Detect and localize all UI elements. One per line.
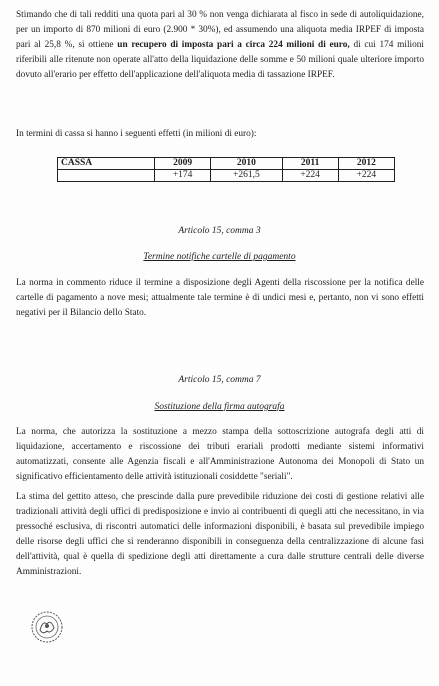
table-cell: +224 bbox=[282, 170, 338, 182]
paragraph-gettito: La stima del gettito atteso, che prescinde dalla pure prevedibile riduzione dei costi di gestione relativi alle tradizionali attività degli uffici di predisposizione e invio ai contribuenti di quegli atti che necessitano, in via pressoché esclusiva, di riscontri automatici delle informazioni disponibili, è basata sul prevedibile impiego delle risorse degli uffici che si renderanno disponibili in conseguenza della centralizzazione di alcune fasi dell'attività, qual è quella di spedizione degli atti direttamente a cura dalle strutture centrali delle diverse Amministrazioni. bbox=[16, 492, 424, 577]
table-header-row bbox=[58, 158, 395, 170]
section-title-article-15-7: Articolo 15, comma 7 bbox=[178, 375, 261, 385]
paragraph-cash-effects: In termini di cassa si hanno i seguenti effetti (in milioni di euro): bbox=[16, 129, 257, 139]
paragraph-notifiche: La norma in commento riduce il termine a disposizione degli Agenti della riscossione per la notifica delle cartelle di pagamento a nove mesi; attualmente tale termine è di undici mesi e, pertanto, non vi sono effetti negativi per il Bilancio dello Stato. bbox=[16, 278, 424, 318]
table-header-cell: 2009 bbox=[155, 158, 211, 170]
table-header-cell: CASSA bbox=[58, 158, 155, 170]
cash-effects-table bbox=[57, 157, 395, 182]
table-cell: +224 bbox=[338, 170, 394, 182]
official-stamp-icon bbox=[30, 610, 64, 644]
section-subtitle-notifiche: Termine notifiche cartelle di pagamento bbox=[143, 252, 296, 262]
table-cell: +174 bbox=[155, 170, 211, 182]
section-title-article-15-3: Articolo 15, comma 3 bbox=[178, 226, 261, 236]
table-header-cell: 2012 bbox=[338, 158, 394, 170]
section-subtitle-firma: Sostituzione della firma autografa bbox=[154, 402, 285, 412]
paragraph-estimate-text-2: di cui 174 milioni riferibili alle ritenute non operate all'atto della liquidazione delle somme e 50 milioni quale ulteriore importo dovuto all'erario per effetto dell'applicazione dell'aliquota media di tassazione IRPEF. bbox=[16, 40, 424, 80]
table-cell: +261,5 bbox=[211, 170, 282, 182]
table-row bbox=[58, 170, 395, 182]
table-header-cell: 2010 bbox=[211, 158, 282, 170]
table-cell bbox=[58, 170, 155, 182]
paragraph-estimate-text-1: Stimando che di tali redditi una quota pari al 30 % non venga dichiarata al fisco in sede di autoliquidazione, per un importo di 870 milioni di euro (2.900 * 30%), ed assumendo una aliquota media IRPEF di imposta pari al 25,8 %, si ottiene bbox=[16, 10, 424, 50]
paragraph-estimate bbox=[16, 8, 424, 83]
paragraph-estimate-bold: un recupero di imposta pari a circa 224 milioni di euro, bbox=[117, 40, 350, 50]
paragraph-firma: La norma, che autorizza la sostituzione a mezzo stampa della sottoscrizione autografa degli atti di liquidazione, accertamento e riscossione dei tributi erariali prodotti mediante sistemi informativi automatizzati, consente alle Agenzia fiscali e all'Amministrazione Autonoma dei Monopoli di Stato un significativo efficientamento delle attività istituzionali cosiddette "seriali". bbox=[16, 427, 424, 482]
table-header-cell: 2011 bbox=[282, 158, 338, 170]
